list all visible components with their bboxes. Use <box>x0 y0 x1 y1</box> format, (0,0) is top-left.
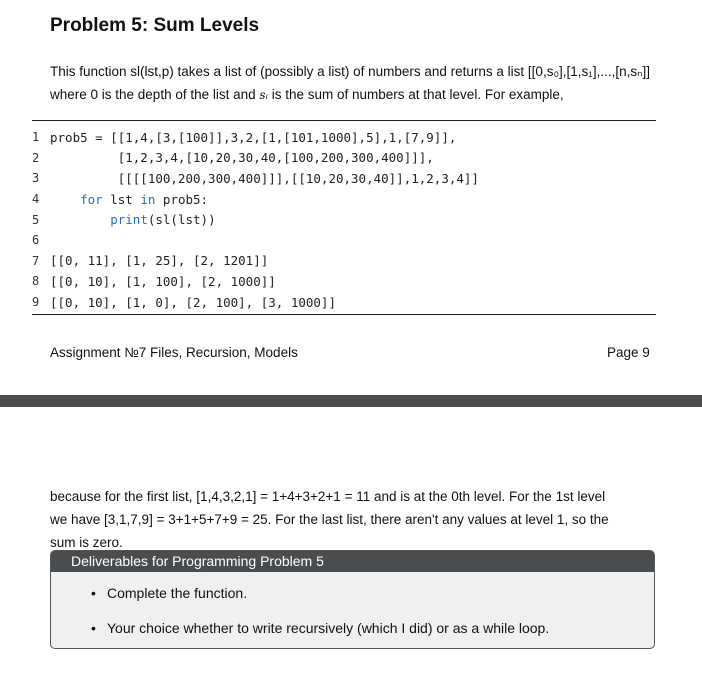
intro-line-1: This function sl(lst,p) takes a list of (possibly a list) of numbers and returns a list [[0,s₀],[1,s₁],...,[n,sₙ]] <box>50 64 651 79</box>
code-line: 2 [1,2,3,4,[10,20,30,40,[100,200,300,400]]], <box>32 150 434 166</box>
math-variable: sᵢ <box>259 88 268 102</box>
page-number: Page 9 <box>607 345 650 360</box>
intro-line-2: where 0 is the depth of the list and sᵢ is the sum of numbers at that level. For example, <box>50 87 564 102</box>
page-10 <box>0 407 702 675</box>
output-line: 9 [[0, 10], [1, 0], [2, 100], [3, 1000]] <box>32 294 336 310</box>
output-line: 8 [[0, 10], [1, 100], [2, 1000]] <box>32 273 276 289</box>
problem-heading: Problem 5: Sum Levels <box>50 15 260 36</box>
code-line: 5 print (sl(lst)) <box>32 212 216 228</box>
deliverables-title: Deliverables for Programming Problem 5 <box>51 551 654 572</box>
deliverable-item: • Complete the function. <box>91 585 248 601</box>
bullet-icon: • <box>91 585 96 601</box>
code-line: 1 prob5 = [[1,4,[3,[100]],3,2,[1,[101,1000],5],1,[7,9]], <box>32 129 457 145</box>
keyword-in: in <box>140 191 156 207</box>
keyword-for: for <box>80 191 103 207</box>
page-separator <box>0 395 702 407</box>
deliverable-item: • Your choice whether to write recursively (which I did) or as a while loop. <box>91 620 550 636</box>
code-line: 6 <box>32 233 40 248</box>
deliverables-box <box>50 550 655 649</box>
page-footer-title: Assignment №7 Files, Recursion, Models <box>50 345 298 360</box>
explanation-paragraph: because for the first list, [1,4,3,2,1] = 1+4+3+2+1 = 11 and is at the 0th level. For the 1st level we have [3,1,7,9] = 3+1+5+7+9 = 25. For the last list, there aren't any values at level 1, so the sum is zero. <box>50 489 609 550</box>
builtin-print: print <box>110 212 148 228</box>
bullet-icon: • <box>91 620 96 636</box>
code-line: 3 [[[[100,200,300,400]]],[[10,20,30,40]],1,2,3,4]] <box>32 170 479 186</box>
output-line: 7 [[0, 11], [1, 25], [2, 1201]] <box>32 253 269 269</box>
code-line: 4 for lst in prob5: <box>32 191 209 207</box>
problem-description <box>50 60 660 107</box>
code-listing <box>32 120 656 315</box>
